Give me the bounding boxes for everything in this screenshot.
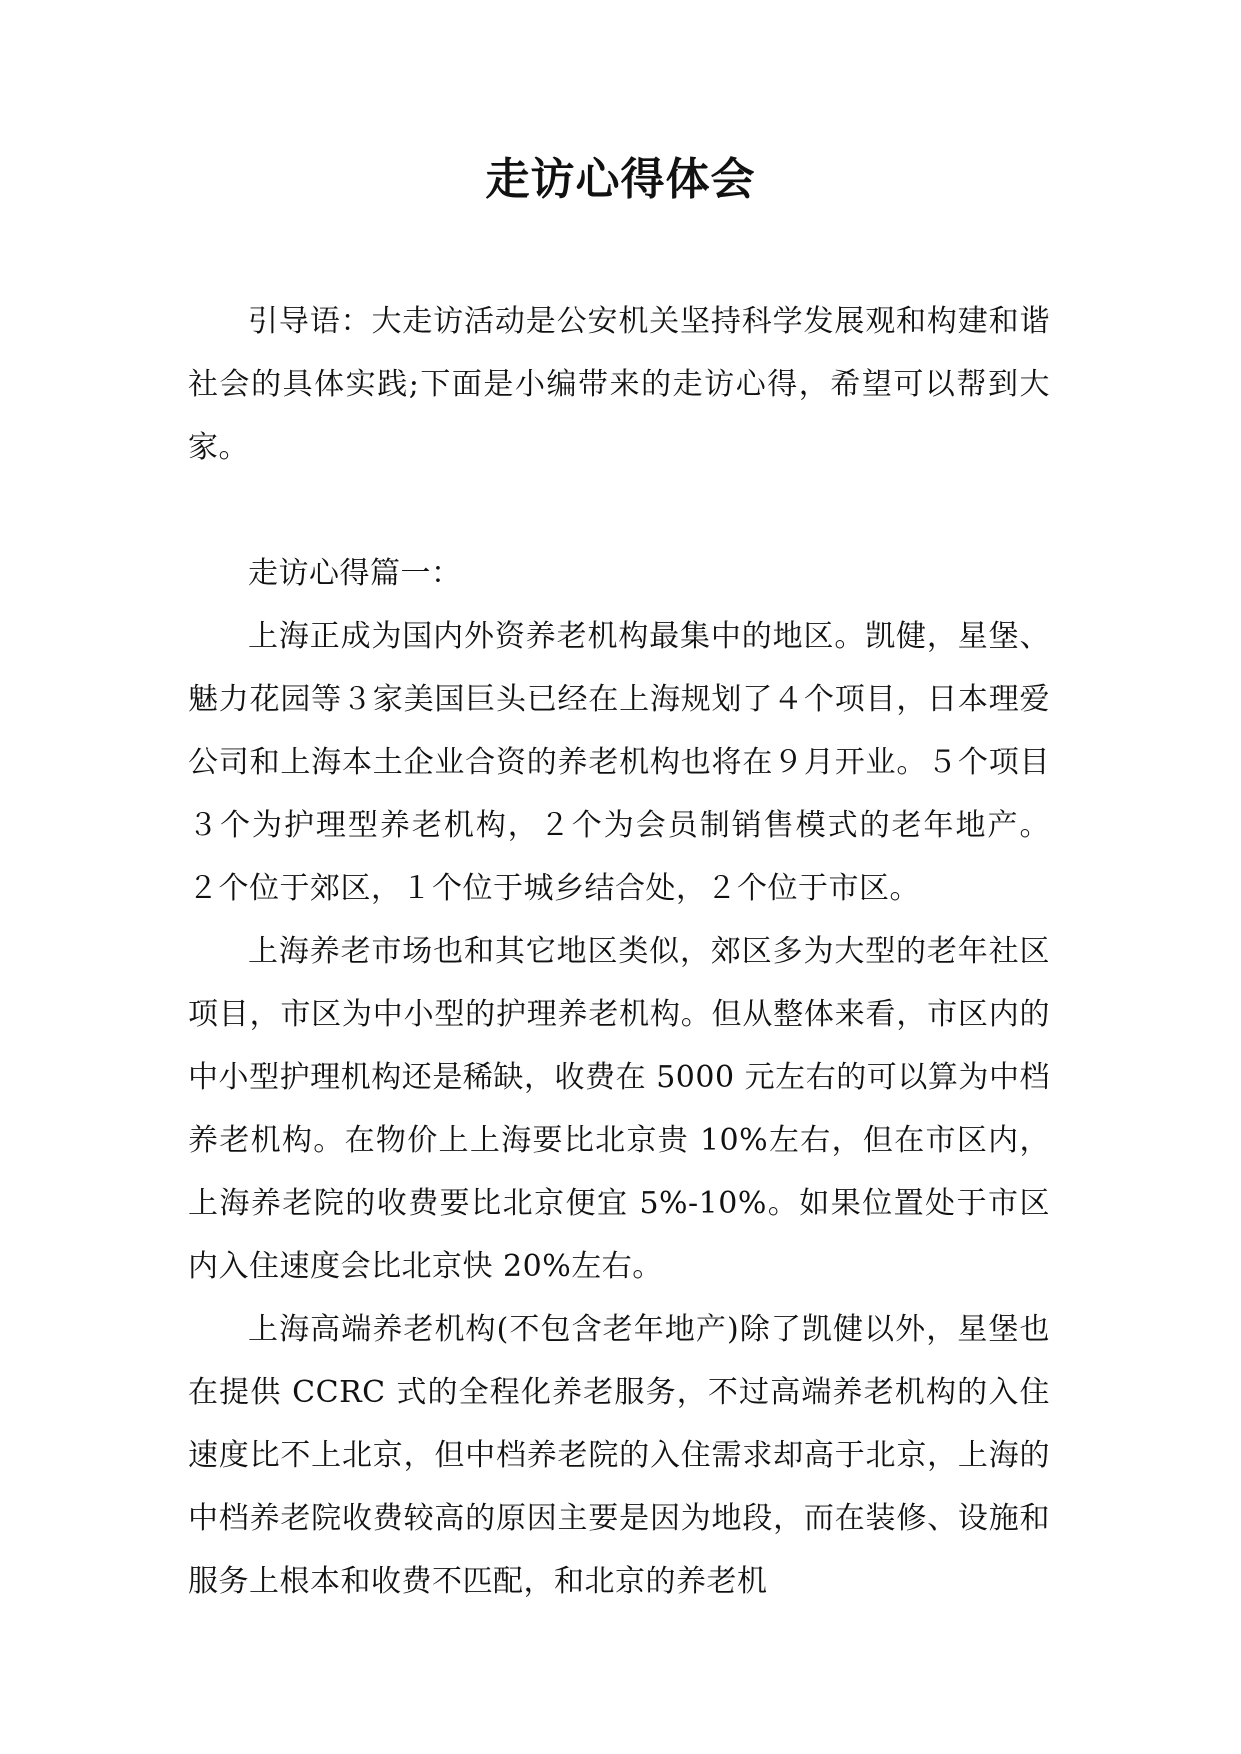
document-title: 走访心得体会	[485, 154, 756, 205]
body-paragraph: 上海高端养老机构(不包含老年地产)除了凯健以外，星堡也在提供 CCRC 式的全程化养老服务，不过高端养老机构的入住速度比不上北京，但中档养老院的入住需求却高于北京，上海的中档养老院收费较高的原因主要是因为地段，而在装修、设施和服务上根本和收费不匹配，和北京的养老机	[188, 1312, 1050, 1599]
section-heading: 走访心得篇一：	[248, 556, 462, 591]
document-body	[188, 290, 1050, 1613]
body-paragraph: 上海养老市场也和其它地区类似，郊区多为大型的老年社区项目，市区为中小型的护理养老机构。但从整体来看，市区内的中小型护理机构还是稀缺，收费在 5000 元左右的可以算为中档养老机构。在物价上上海要比北京贵 10%左右，但在市区内，上海养老院的收费要比北京便宜 5%-10%。如果位置处于市区内入住速度会比北京快 20%左右。	[188, 934, 1050, 1284]
intro-paragraph: 引导语：大走访活动是公安机关坚持科学发展观和构建和谐社会的具体实践;下面是小编带来的走访心得，希望可以帮到大家。	[188, 304, 1050, 465]
body-paragraph: 上海正成为国内外资养老机构最集中的地区。凯健，星堡、魅力花园等３家美国巨头已经在上海规划了４个项目，日本理爱公司和上海本土企业合资的养老机构也将在９月开业。５个项目３个为护理型养老机构，２个为会员制销售模式的老年地产。 ２个位于郊区，１个位于城乡结合处，２个位于市区。	[188, 619, 1050, 906]
